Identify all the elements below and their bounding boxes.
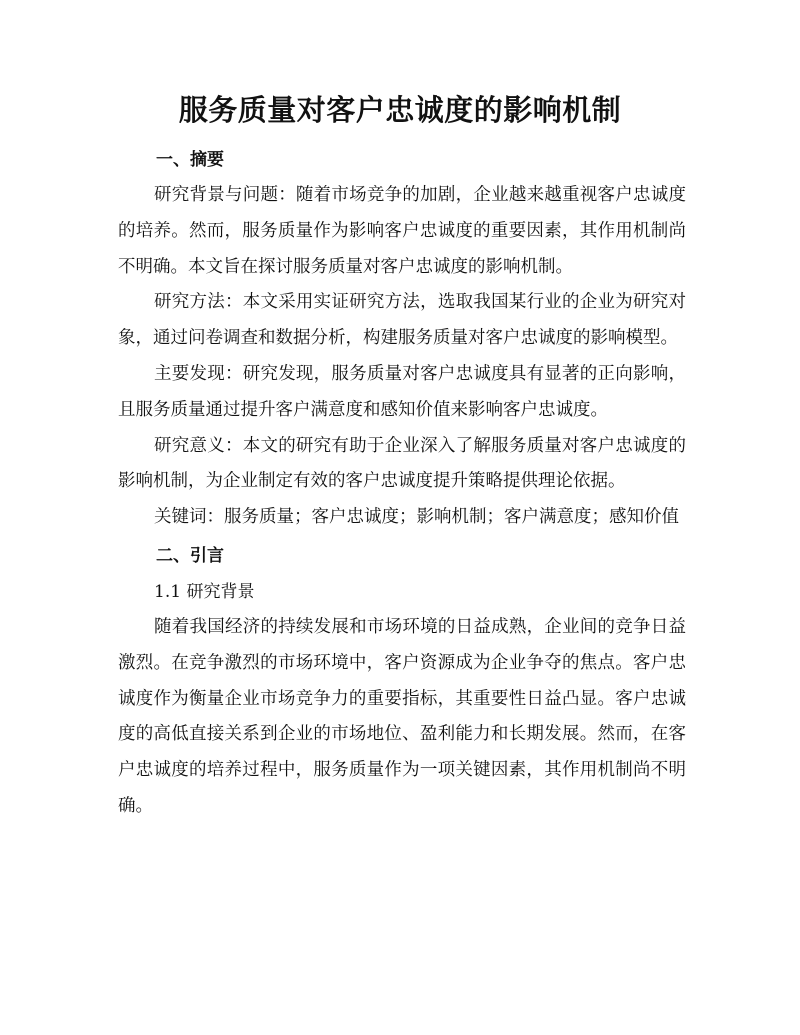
abstract-significance-paragraph: 研究意义：本文的研究有助于企业深入了解服务质量对客户忠诚度的影响机制，为企业制定有效的客户忠诚度提升策略提供理论依据。 <box>118 435 686 492</box>
introduction-heading: 二、引言 <box>156 545 224 566</box>
document-title: 服务质量对客户忠诚度的影响机制 <box>178 93 622 127</box>
document-body <box>118 142 686 825</box>
abstract-methods-paragraph: 研究方法：本文采用实证研究方法，选取我国某行业的企业为研究对象，通过问卷调查和数据分析，构建服务质量对客户忠诚度的影响模型。 <box>118 292 686 349</box>
abstract-findings-paragraph: 主要发现：研究发现，服务质量对客户忠诚度具有显著的正向影响，且服务质量通过提升客户满意度和感知价值来影响客户忠诚度。 <box>118 363 686 420</box>
introduction-paragraph: 随着我国经济的持续发展和市场环境的日益成熟，企业间的竞争日益激烈。在竞争激烈的市场环境中，客户资源成为企业争夺的焦点。客户忠诚度作为衡量企业市场竞争力的重要指标，其重要性日益凸显。客户忠诚度的高低直接关系到企业的市场地位、盈利能力和长期发展。然而，在客户忠诚度的培养过程中，服务质量作为一项关键因素，其作用机制尚不明确。 <box>118 616 686 816</box>
abstract-background-paragraph: 研究背景与问题：随着市场竞争的加剧，企业越来越重视客户忠诚度的培养。然而，服务质量作为影响客户忠诚度的重要因素，其作用机制尚不明确。本文旨在探讨服务质量对客户忠诚度的影响机制。 <box>118 185 686 277</box>
keywords-paragraph: 关键词：服务质量；客户忠诚度；影响机制；客户满意度；感知价值 <box>154 507 679 528</box>
research-background-subheading: 1.1 研究背景 <box>154 581 255 602</box>
abstract-heading: 一、摘要 <box>156 150 224 170</box>
